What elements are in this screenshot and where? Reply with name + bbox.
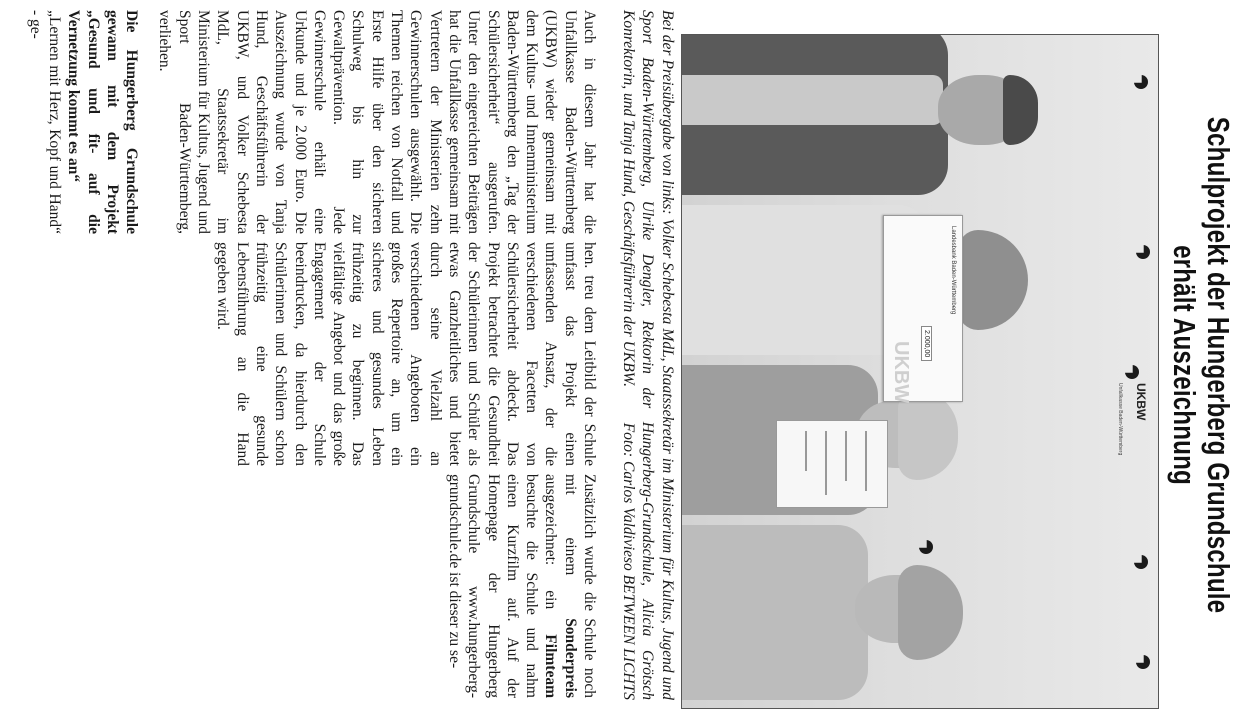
subheading: Die Hungerberg Grundschule gewann mit dem Projekt „Gesund und fit- auf die Vernetzung kommt es an“: [65, 10, 141, 234]
ukbw-logo-icon: [1136, 245, 1150, 259]
backdrop-sub: Unfallkasse Baden-Württemberg: [1117, 383, 1123, 456]
ukbw-logo-icon: [1134, 555, 1148, 569]
ukbw-logo-icon: [919, 540, 933, 554]
award-photo: [681, 34, 1159, 709]
paragraph: Zusätzlich wurde die Schule noch mit einem Sonderpreis ausgezeichnet: ein Filmteam besuchte die Schule und nahm einen Kurzfilm auf. Auf der Homepage der Hungerberg Grundschule www.hungerberg-grundschule.de ist dieser zu se-: [445, 474, 598, 698]
photo-credit: Foto: Carlos Valdivieso BETWEEN LICHTS: [620, 422, 637, 700]
award-certificate: [776, 420, 888, 508]
ukbw-logo-icon: [1134, 75, 1148, 89]
backdrop-logo: [1114, 365, 1150, 455]
check-amount: 2.000,00: [921, 326, 932, 361]
backdrop-logo: [1134, 75, 1148, 89]
film-team-term: Filmteam: [542, 634, 560, 698]
backdrop-logo: [919, 540, 933, 554]
backdrop-logo: [1136, 655, 1150, 669]
text-column-1: [11, 10, 599, 234]
check-title: Landesbank Baden-Württemberg: [950, 226, 956, 315]
photo-caption: [619, 10, 678, 700]
text-column-3: [431, 474, 599, 698]
paragraph: hen. treu dem Leitbild der Schule umfasst das Projekt einen umfassenden Ansatz, der die verschiedenen Facetten von Schülersicherheit abdeckt. Das Projekt betrachtet die Gesundheit der Schülerinnen und Schüler als etwas Ganzheitliches und bietet durch seine Vielzahl an verschiedenen Angeboten ein großes Repertoire an, um ein sicheres und gesundes Leben frühzeitig zu beginnen. Das vielfältige Angebot und das große Engagement der Schule beeindrucken, da hierdurch den Schülerinnen und Schülern schon frühzeitig eine gesunde Lebensführung an die Hand gegeben wird.: [214, 242, 598, 466]
ukbw-logo-icon: [1136, 655, 1150, 669]
check-logo: UKBW: [890, 341, 912, 404]
prize-check: [883, 215, 963, 402]
caption-text: Bei der Preisübergabe von links: Volker Schebesta MdL, Staatssekretär im Ministerium für Kultus, Jugend und Sport Baden-Württemberg, Ulrike Dengler, Rektorin der Hungerberg-Grundschule, Alicia Grötsch Konrektorin, und Tanja Hund, Geschäftsführerin der UKBW.: [620, 10, 676, 700]
backdrop-logo: [1136, 245, 1150, 259]
paragraph: „Lernen mit Herz, Kopf und Hand“ - ge-: [26, 10, 63, 234]
paragraph: Auch in diesem Jahr hat die Unfallkasse Baden-Württemberg (UKBW) wieder gemeinsam mit dem Kultus- und Innenministerium Baden-Württemberg den „Tag der Schülersicherheit“ ausgerufen. Unter den eingereichten Beiträgen hat die Unfallkasse gemeinsam mit Vertretern der Ministerien zehn Gewinnerschulen ausgewählt. Die Themen reichen von Notfall und Erste Hilfe über den sicheren Schulweg bis hin zur Gewaltprävention. Jede Gewinnerschule erhält eine Urkunde und je 2.000 Euro. Die Auszeichnung wurde von Tanja Hund, Geschäftsführerin der UKBW, und Volker Schebesta MdL, Staatssekretär im Ministerium für Kultus, Jugend und Sport Baden-Württemberg, verliehen.: [156, 10, 598, 234]
text-column-2: [199, 242, 599, 466]
ukbw-logo-icon: [1125, 365, 1139, 379]
article-headline: Schulprojekt der Hungerberg Grundschule erhält Auszeichnung: [1167, 116, 1236, 614]
backdrop-logo: [1134, 555, 1148, 569]
special-prize-term: Sonderpreis: [561, 618, 579, 698]
backdrop-brand: UKBW: [1134, 383, 1148, 421]
